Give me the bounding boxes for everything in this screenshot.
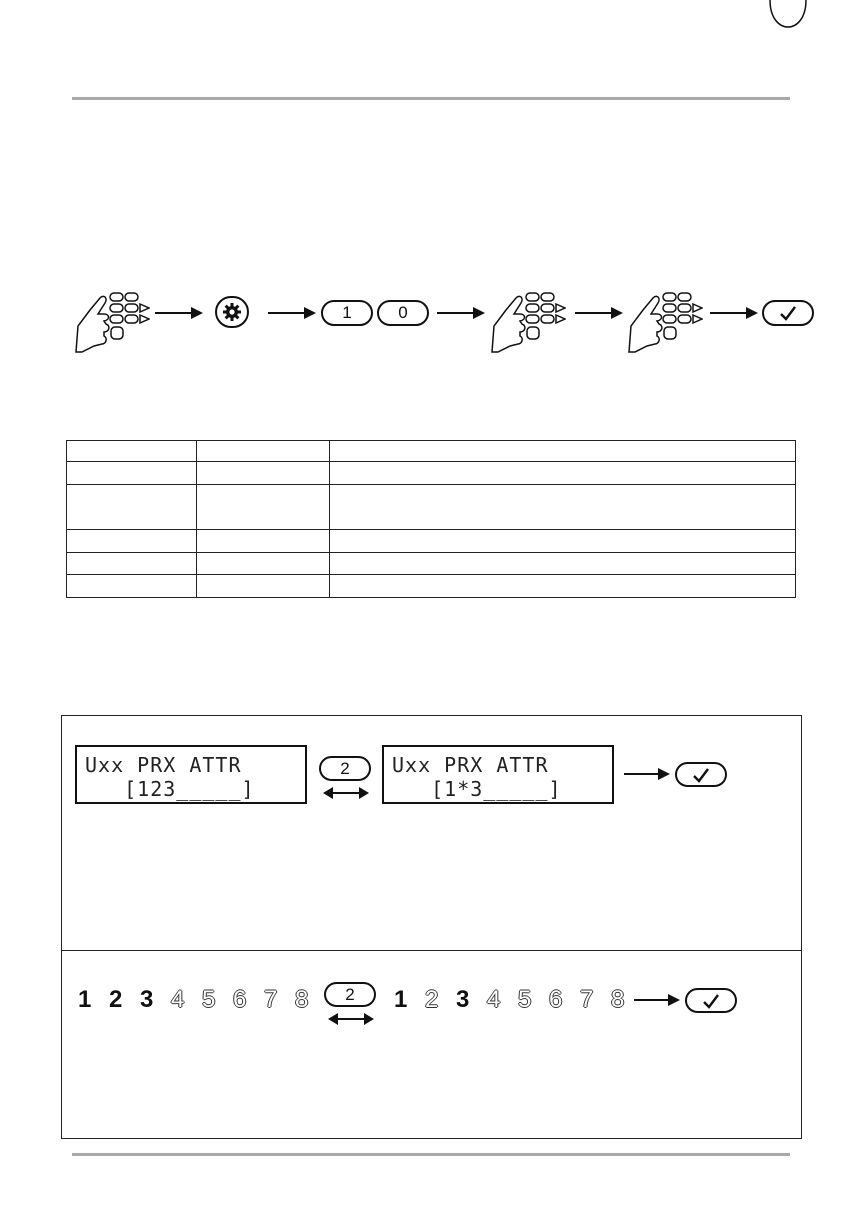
table-cell	[67, 575, 197, 598]
lcd-display-after	[382, 745, 614, 804]
digit: 1	[394, 986, 408, 1013]
table-cell	[197, 462, 330, 485]
table-cell	[330, 575, 796, 598]
digit: 7	[264, 986, 278, 1013]
digit: 8	[611, 986, 625, 1013]
table-cell	[67, 553, 197, 575]
keypad-hand-icon	[74, 290, 150, 354]
table-cell	[197, 485, 330, 530]
lcd-line-2: [1*3_____]	[392, 777, 562, 801]
lcd-display-before	[75, 745, 307, 804]
arrow-right-icon	[710, 306, 758, 320]
digit: 8	[295, 986, 309, 1013]
header-rule	[72, 97, 790, 100]
table-cell	[197, 575, 330, 598]
table-cell	[67, 530, 197, 553]
digit-row-after	[394, 988, 642, 1012]
lcd-line-2: [123_____]	[85, 777, 255, 801]
table-cell	[197, 530, 330, 553]
digit: 4	[171, 986, 185, 1013]
digit: 6	[233, 986, 247, 1013]
check-icon	[702, 993, 720, 1009]
table-row	[67, 441, 796, 462]
table-row	[67, 530, 796, 553]
settings-gear-icon	[222, 302, 242, 322]
table-row	[67, 553, 796, 575]
arrow-right-icon	[634, 993, 680, 1007]
table-cell	[330, 530, 796, 553]
key-0[interactable]: 0	[377, 300, 429, 326]
arrow-right-icon	[155, 306, 203, 320]
confirm-key[interactable]	[675, 762, 727, 787]
confirm-key[interactable]	[685, 988, 737, 1013]
footer-rule	[72, 1153, 790, 1156]
table-cell	[67, 485, 197, 530]
lcd-line-1: Uxx PRX ATTR	[392, 753, 549, 777]
settings-key[interactable]	[215, 296, 249, 328]
digit: 5	[202, 986, 216, 1013]
digit: 1	[78, 986, 92, 1013]
table-cell	[67, 441, 197, 462]
table-cell	[330, 462, 796, 485]
check-icon	[779, 305, 797, 321]
keypad-hand-icon	[627, 290, 703, 354]
attribute-table	[66, 440, 796, 598]
digit: 5	[518, 986, 532, 1013]
table-cell	[197, 553, 330, 575]
table-cell	[330, 485, 796, 530]
confirm-key[interactable]	[762, 300, 814, 326]
table-cell	[330, 553, 796, 575]
arrow-right-icon	[268, 306, 316, 320]
arrow-right-icon	[624, 767, 670, 781]
key-2[interactable]: 2	[319, 756, 371, 781]
table-row	[67, 575, 796, 598]
table-row	[67, 462, 796, 485]
table-cell	[67, 462, 197, 485]
digit: 4	[487, 986, 501, 1013]
key-2[interactable]: 2	[324, 982, 376, 1007]
digit-row-before	[78, 988, 326, 1012]
digit: 3	[456, 986, 470, 1013]
arrow-right-icon	[575, 306, 623, 320]
keypad-hand-icon	[490, 290, 566, 354]
digit: 3	[140, 986, 154, 1013]
table-cell	[197, 441, 330, 462]
digit: 2	[109, 986, 123, 1013]
double-arrow-icon	[328, 1012, 374, 1026]
table-cell	[330, 441, 796, 462]
digit: 6	[549, 986, 563, 1013]
lcd-line-1: Uxx PRX ATTR	[85, 753, 242, 777]
arrow-right-icon	[437, 306, 485, 320]
digit: 7	[580, 986, 594, 1013]
key-1[interactable]: 1	[321, 300, 373, 326]
double-arrow-icon	[323, 786, 369, 800]
tab-marker-icon	[768, 0, 808, 40]
check-icon	[692, 767, 710, 783]
table-row	[67, 485, 796, 530]
digit: 2	[425, 986, 439, 1013]
panel-divider	[61, 950, 802, 951]
